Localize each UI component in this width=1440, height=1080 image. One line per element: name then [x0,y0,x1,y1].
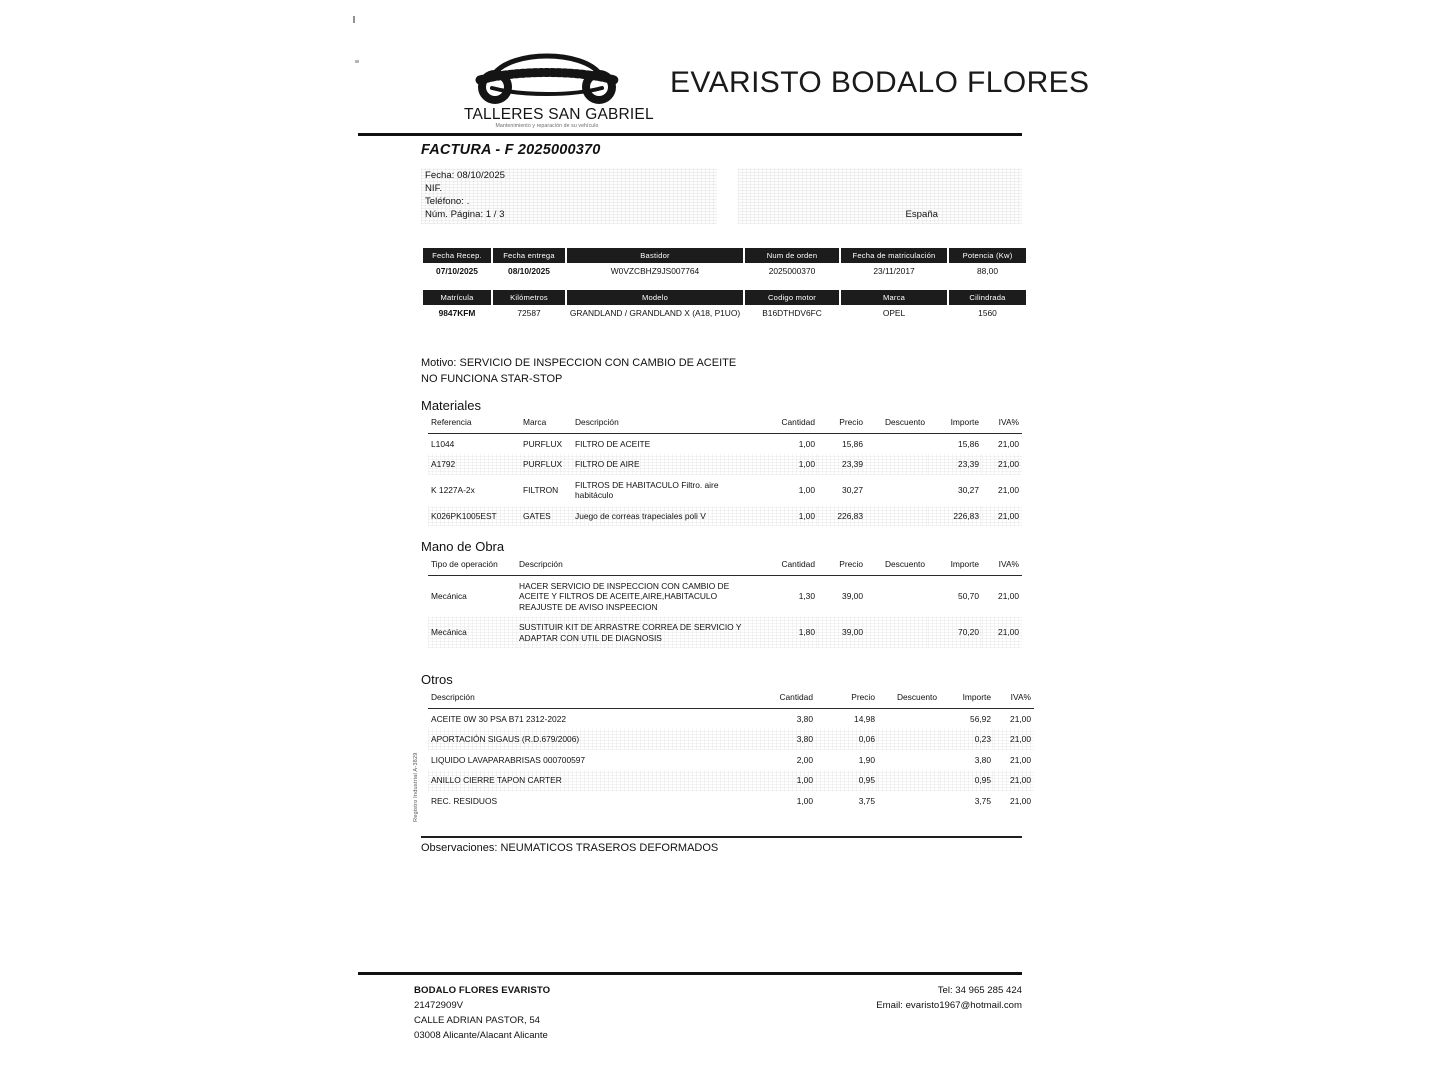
table-header-row [428,416,1022,433]
cell-marca: PURFLUX [520,454,572,475]
cell-descripcion: FILTRO DE AIRE [572,454,756,475]
cell-fecha-recep: 07/10/2025 [436,266,478,276]
cell-marca: GATES [520,506,572,527]
cell-iva: 21,00 [998,591,1019,602]
col-precio: Precio [816,691,878,708]
cell-num-orden: 2025000370 [768,266,816,276]
cell-codigo-motor: B16DTHDV6FC [762,308,822,318]
cell-descuento [866,506,928,527]
cell-fecha-matriculacion: 23/11/2017 [873,266,915,276]
cell-descripcion: FILTRO DE ACEITE [575,438,651,449]
cell-modelo: GRANDLAND / GRANDLAND X (A18, P1UO) [569,308,741,318]
footer-street: CALLE ADRIAN PASTOR, 54 [414,1014,541,1026]
cell-importe: 0,23 [940,729,994,750]
side-registry-text: Registro Industrial A-3829 [413,752,419,822]
footer-contact-block [876,984,1022,1014]
cell-cantidad: 1,00 [798,438,815,449]
cell-cantidad: 1,30 [798,591,815,602]
cell-precio: 14,98 [854,713,875,724]
invoice-meta-box [421,168,717,224]
cell-descripcion: ANILLO CIERRE TAPON CARTER [428,770,728,791]
col-tipo-operacion: Tipo de operación [428,558,516,575]
observations-text: Observaciones: NEUMATICOS TRASEROS DEFORMADOS [421,842,719,854]
cell-cantidad: 1,80 [756,617,818,648]
table-row [423,305,1026,324]
cell-descuento [866,575,928,617]
col-precio: Precio [818,416,866,433]
logo-tagline: Mantenimiento y reparación de su vehículo [495,123,599,129]
col-fecha-entrega: Fecha entrega [493,248,565,263]
cell-importe: 23,39 [928,454,982,475]
motivo-line-2: NO FUNCIONA STAR-STOP [421,373,563,385]
cell-iva: 21,00 [994,729,1034,750]
col-referencia: Referencia [428,416,520,433]
cell-cantidad: 1,00 [756,506,818,527]
cell-descuento [878,770,940,791]
vehicle-data-table-2 [421,290,1028,324]
col-cantidad: Cantidad [728,691,816,708]
cell-importe: 0,95 [940,770,994,791]
cell-marca: PURFLUX [523,438,563,449]
cell-descripcion: ACEITE 0W 30 PSA B71 2312-2022 [431,713,567,724]
invoice-number-title: FACTURA - F 2025000370 [421,142,601,158]
cell-descuento [878,708,940,729]
col-fecha-matriculacion: Fecha de matriculación [841,248,947,263]
col-descuento: Descuento [866,416,928,433]
table-row [423,263,1026,282]
cell-importe: 56,92 [970,713,991,724]
cell-importe: 3,80 [974,754,991,765]
table-header-row [423,248,1026,263]
cell-iva: 21,00 [982,506,1022,527]
cell-potencia: 88,00 [977,266,998,276]
table-row [428,770,1034,791]
logo-company-name: TALLERES SAN GABRIEL [464,106,654,123]
section-title-materiales: Materiales [421,398,481,413]
col-importe: Importe [940,691,994,708]
invoice-nif: NIF. [425,183,443,194]
col-marca: Marca [520,416,572,433]
cell-iva: 21,00 [1010,795,1031,806]
cell-referencia: K026PK1005EST [428,506,520,527]
table-header-row [428,691,1034,708]
cell-cantidad: 1,00 [798,484,815,495]
table-row [428,454,1022,475]
col-importe: Importe [928,416,982,433]
col-descuento: Descuento [866,558,928,575]
col-cantidad: Cantidad [756,416,818,433]
table-row [428,575,1022,617]
cell-precio: 0,95 [816,770,878,791]
cell-referencia: A1792 [428,454,520,475]
table-row [428,433,1022,454]
cell-descripcion: HACER SERVICIO DE INSPECCION CON CAMBIO DE ACEITE Y FILTROS DE ACEITE,AIRE,HABITACULO REAJUSTE DE AVISO INSPEECION [519,580,730,612]
cell-fecha-entrega: 08/10/2025 [508,266,550,276]
cell-cilindrada: 1560 [978,308,997,318]
cell-iva: 21,00 [998,484,1019,495]
cell-descuento [866,454,928,475]
footer-divider [358,972,1022,975]
invoice-date: Fecha: 08/10/2025 [425,170,506,181]
cell-iva: 21,00 [994,770,1034,791]
cell-iva: 21,00 [982,454,1022,475]
table-row [428,750,1034,771]
document-header [358,44,1090,136]
col-iva: IVA% [982,558,1022,575]
footer-nif: 21472909V [414,999,464,1011]
vehicle-data-table-1 [421,248,1028,282]
col-fecha-recep: Fecha Recep. [423,248,491,263]
cell-importe: 3,75 [974,795,991,806]
cell-descuento [878,750,940,771]
cell-precio: 15,86 [842,438,863,449]
cell-iva: 21,00 [1010,754,1031,765]
cell-descuento [878,791,940,812]
observations-divider [421,836,1022,838]
table-row [428,791,1034,812]
table-header-row [428,558,1022,575]
col-cilindrada: Cilindrada [949,290,1026,305]
table-row [428,475,1022,506]
col-potencia: Potencia (Kw) [949,248,1026,263]
section-title-otros: Otros [421,672,453,687]
cell-referencia: L1044 [431,438,455,449]
cell-importe: 50,70 [958,591,979,602]
cell-importe: 30,27 [958,484,979,495]
cell-referencia: K 1227A-2x [431,484,475,495]
motivo-line-1: Motivo: SERVICIO DE INSPECCION CON CAMBIO DE ACEITE [421,357,737,369]
cell-precio: 39,00 [842,591,863,602]
car-logo-icon [464,44,630,106]
scan-speck [353,16,355,23]
col-importe: Importe [928,558,982,575]
cell-descripcion: REC. RESIDUOS [431,795,498,806]
materiales-table [428,416,1022,526]
cell-importe: 15,86 [958,438,979,449]
workshop-logo [464,44,654,136]
table-header-row [423,290,1026,305]
cell-iva: 21,00 [982,617,1022,648]
col-codigo-motor: Codigo motor [745,290,839,305]
col-descripcion: Descripción [572,416,756,433]
cell-descuento [866,433,928,454]
mano-de-obra-table [428,558,1022,648]
cell-precio: 226,83 [818,506,866,527]
otros-table [428,691,1034,811]
cell-cantidad: 1,00 [756,454,818,475]
cell-iva: 21,00 [998,438,1019,449]
col-marca: Marca [841,290,947,305]
table-row [428,617,1022,648]
col-descripcion: Descripción [516,558,756,575]
cell-marca: FILTRON [523,484,559,495]
cell-cantidad: 2,00 [796,754,813,765]
cell-descuento [866,475,928,506]
cell-descripcion: Juego de correas trapeciales poli V [572,506,756,527]
footer-company-name: BODALO FLORES EVARISTO [414,985,551,996]
cell-precio: 1,90 [858,754,875,765]
header-divider [358,133,1022,136]
col-kilometros: Kilómetros [493,290,565,305]
cell-precio: 23,39 [818,454,866,475]
cell-precio: 39,00 [818,617,866,648]
footer-address-block [414,984,550,1043]
cell-descuento [878,729,940,750]
cell-tipo-operacion: Mecánica [431,591,467,602]
col-iva: IVA% [994,691,1034,708]
cell-precio: 3,75 [858,795,875,806]
col-matricula: Matrícula [423,290,491,305]
cell-precio: 0,06 [816,729,878,750]
table-row [428,708,1034,729]
section-title-mano-de-obra: Mano de Obra [421,539,505,554]
cell-cantidad: 1,00 [728,770,816,791]
cell-descripcion: LIQUIDO LAVAPARABRISAS 000700597 [431,754,586,765]
cell-importe: 226,83 [928,506,982,527]
table-row [428,729,1034,750]
cell-descripcion: SUSTITUIR KIT DE ARRASTRE CORREA DE SERVICIO Y ADAPTAR CON UTIL DE DIAGNOSIS [516,617,756,648]
col-iva: IVA% [982,416,1022,433]
cell-bastidor: W0VZCBHZ9JS007764 [610,266,700,276]
footer-email: Email: evaristo1967@hotmail.com [876,999,1022,1011]
cell-precio: 30,27 [842,484,863,495]
cell-kilometros: 72587 [517,308,541,318]
table-row [428,506,1022,527]
cell-cantidad: 3,80 [728,729,816,750]
cell-cantidad: 1,00 [796,795,813,806]
customer-box [738,168,1022,224]
col-num-orden: Num de orden [745,248,839,263]
col-descuento: Descuento [878,691,940,708]
cell-descripcion: APORTACIÓN SIGAUS (R.D.679/2006) [428,729,728,750]
cell-matricula: 9847KFM [438,308,476,318]
col-precio: Precio [818,558,866,575]
footer-city: 03008 Alicante/Alacant Alicante [414,1029,548,1041]
cell-iva: 21,00 [1010,713,1031,724]
company-title: EVARISTO BODALO FLORES [670,66,1090,99]
cell-tipo-operacion: Mecánica [428,617,516,648]
col-bastidor: Bastidor [567,248,743,263]
cell-descripcion: FILTROS DE HABITACULO Filtro. aire habitáculo [575,479,719,501]
cell-importe: 70,20 [928,617,982,648]
cell-descuento [866,617,928,648]
col-descripcion: Descripción [428,691,728,708]
col-modelo: Modelo [567,290,743,305]
footer-telephone: Tel: 34 965 285 424 [937,985,1022,996]
col-cantidad: Cantidad [756,558,818,575]
invoice-phone: Teléfono: . [425,196,470,207]
invoice-page-number: Núm. Página: 1 / 3 [425,209,505,220]
customer-country: España [905,209,938,220]
cell-cantidad: 3,80 [796,713,813,724]
cell-marca: OPEL [882,308,906,318]
